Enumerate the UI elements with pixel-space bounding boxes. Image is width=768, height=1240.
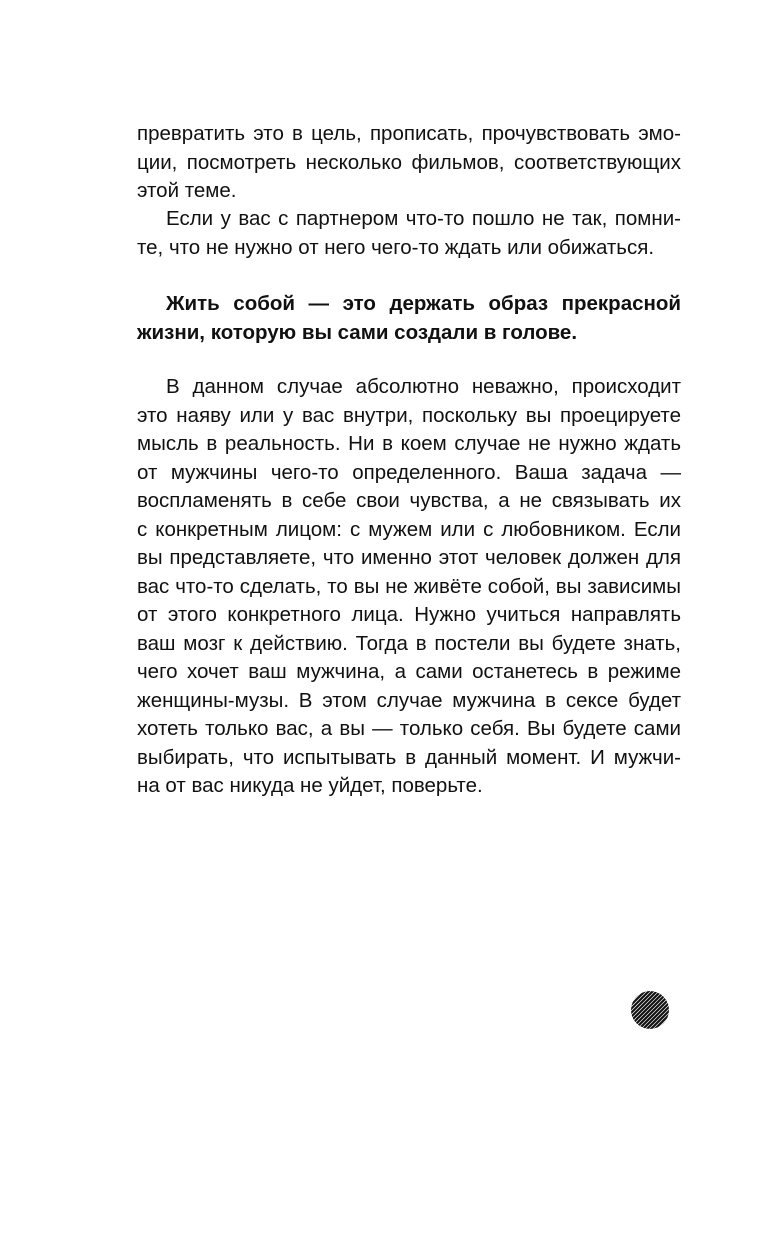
text-line: воспламенять в себе свои чувства, а не связывать их [137,489,681,512]
text-line: превратить это в цель, прописать, прочувствовать эмо- [137,122,681,145]
text-line: с конкретным лицом: с мужем или с любовником. Если [137,517,681,541]
text-line: этой теме. [137,179,237,202]
text-line: вас что-то сделать, то вы не живёте собой, вы зависимы [137,574,681,598]
striped-circle-icon [628,988,672,1032]
text-line: чего хочет ваш мужчина, а сами останетесь в режиме [137,660,681,683]
text-line: Жить собой — это держать образ прекрасной [166,292,681,315]
text-line: от мужчины чего-то определенного. Ваша задача — [137,460,681,484]
highlighted-statement [137,290,681,347]
text-line: выбирать, что испытывать в данный момент. И мужчи- [137,745,681,769]
text-line: В данном случае абсолютно неважно, происходит [166,375,681,398]
paragraph-continuation [137,120,681,206]
paragraph-main [137,373,681,801]
text-line: ции, посмотреть несколько фильмов, соответствующих [137,150,681,174]
text-line: вы представляете, что именно этот человек должен для [137,546,681,569]
text-line: на от вас никуда не уйдет, поверьте. [137,774,483,797]
text-line: жизни, которую вы сами создали в голове. [137,320,578,344]
text-line: те, что не нужно от него чего-то ждать или обижаться. [137,235,655,259]
text-line: это наяву или у вас внутри, поскольку вы проецируете [137,403,681,427]
text-line: мысль в реальность. Ни в коем случае не нужно ждать [137,432,681,455]
text-line: от этого конкретного лица. Нужно учиться направлять [137,603,681,626]
text-line: хотеть только вас, а вы — только себя. Вы будете сами [137,717,681,740]
text-line: женщины-музы. В этом случае мужчина в сексе будет [137,688,681,712]
text-line: Если у вас с партнером что-то пошло не так, помни- [166,207,681,230]
paragraph-partner [137,205,681,262]
text-line: ваш мозг к действию. Тогда в постели вы будете знать, [137,631,681,655]
